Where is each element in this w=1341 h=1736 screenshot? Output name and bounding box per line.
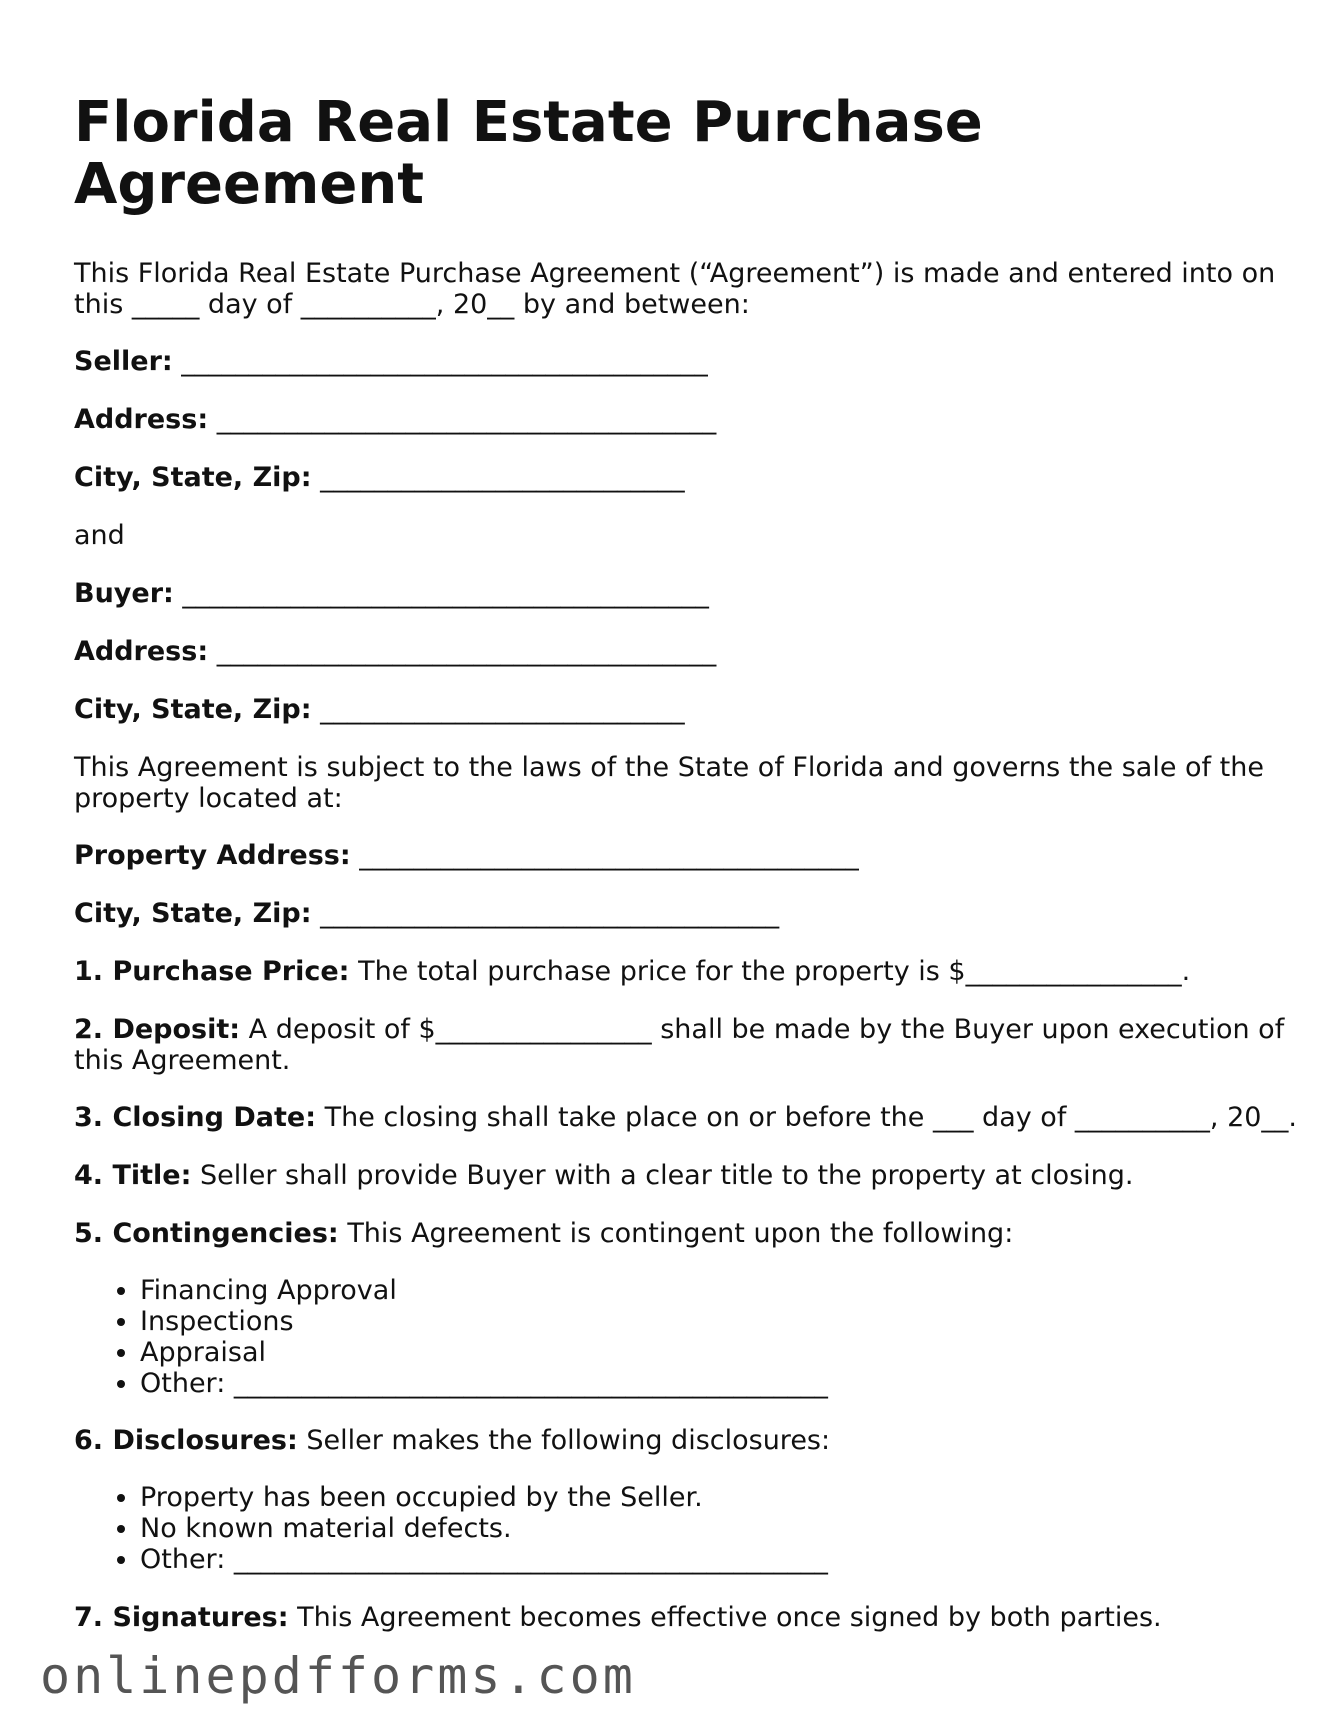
list-item: • Financing Approval: [140, 1275, 828, 1306]
seller-name-blank[interactable]: _______________________________________: [181, 346, 708, 377]
seller-name-row: [74, 346, 708, 377]
contingencies-list: [74, 1275, 828, 1399]
section-2-text-line-2: this Agreement.: [74, 1045, 291, 1076]
document-title: Florida Real Estate Purchase Agreement: [74, 90, 983, 217]
property-csz-blank[interactable]: __________________________________: [320, 898, 780, 929]
buyer-csz-label: City, State, Zip:: [74, 694, 312, 725]
buyer-csz-blank[interactable]: ___________________________: [320, 694, 685, 725]
property-address-row: [74, 840, 859, 871]
section-3-label: 3. Closing Date:: [74, 1102, 316, 1133]
section-1-label: 1. Purchase Price:: [74, 956, 350, 987]
seller-name-label: Seller:: [74, 346, 173, 377]
list-item[interactable]: • Other: ____________________________________________: [140, 1544, 828, 1575]
section-closing-date: [74, 1102, 1297, 1133]
watermark-text: onlinepdfforms.com: [40, 1647, 636, 1705]
list-item: • Inspections: [140, 1306, 828, 1337]
section-7-text: This Agreement becomes effective once signed by both parties.: [297, 1602, 1162, 1633]
property-csz-row: [74, 898, 779, 929]
section-2-label: 2. Deposit:: [74, 1014, 241, 1045]
seller-csz-label: City, State, Zip:: [74, 462, 312, 493]
section-4-label: 4. Title:: [74, 1160, 192, 1191]
buyer-name-blank[interactable]: _______________________________________: [182, 578, 709, 609]
seller-csz-blank[interactable]: ___________________________: [320, 462, 685, 493]
intro-line-2: this _____ day of __________, 20__ by and between:: [74, 289, 750, 320]
section-3-text: The closing shall take place on or before the ___ day of __________, 20__.: [324, 1102, 1298, 1133]
section-4-text: Seller shall provide Buyer with a clear title to the property at closing.: [199, 1160, 1134, 1191]
section-purchase-price: [74, 956, 1190, 987]
section-disclosures: [74, 1425, 830, 1456]
buyer-csz-row: [74, 694, 685, 725]
section-2-text-line-1: A deposit of $________________ shall be made by the Buyer upon execution of: [248, 1014, 1285, 1045]
governs-line-2: property located at:: [74, 783, 343, 814]
section-7-label: 7. Signatures:: [74, 1602, 289, 1633]
section-contingencies: [74, 1218, 1013, 1249]
property-csz-label: City, State, Zip:: [74, 898, 312, 929]
intro-line-1: This Florida Real Estate Purchase Agreement (“Agreement”) is made and entered into on: [74, 258, 1276, 289]
buyer-name-label: Buyer:: [74, 578, 174, 609]
property-address-blank[interactable]: _____________________________________: [359, 840, 859, 871]
disclosures-list: [74, 1482, 828, 1575]
buyer-address-row: [74, 636, 716, 667]
section-6-text: Seller makes the following disclosures:: [306, 1425, 831, 1456]
buyer-name-row: [74, 578, 709, 609]
list-item: • Property has been occupied by the Seller.: [140, 1482, 828, 1513]
section-5-label: 5. Contingencies:: [74, 1218, 339, 1249]
seller-csz-row: [74, 462, 685, 493]
list-item: • No known material defects.: [140, 1513, 828, 1544]
property-address-label: Property Address:: [74, 840, 351, 871]
section-6-label: 6. Disclosures:: [74, 1425, 298, 1456]
section-title: [74, 1160, 1134, 1191]
section-deposit: [74, 1014, 1284, 1045]
section-1-text: The total purchase price for the property is $________________.: [358, 956, 1191, 987]
and-text: and: [74, 520, 125, 551]
buyer-address-label: Address:: [74, 636, 209, 667]
list-item: • Appraisal: [140, 1337, 828, 1368]
section-signatures: [74, 1602, 1162, 1633]
seller-address-blank[interactable]: _____________________________________: [216, 404, 717, 435]
seller-address-label: Address:: [74, 404, 209, 435]
seller-address-row: [74, 404, 716, 435]
list-item[interactable]: • Other: ____________________________________________: [140, 1368, 828, 1399]
governs-line-1: This Agreement is subject to the laws of the State of Florida and governs the sale of the: [74, 752, 1264, 783]
section-5-text: This Agreement is contingent upon the following:: [347, 1218, 1014, 1249]
buyer-address-blank[interactable]: _____________________________________: [216, 636, 717, 667]
